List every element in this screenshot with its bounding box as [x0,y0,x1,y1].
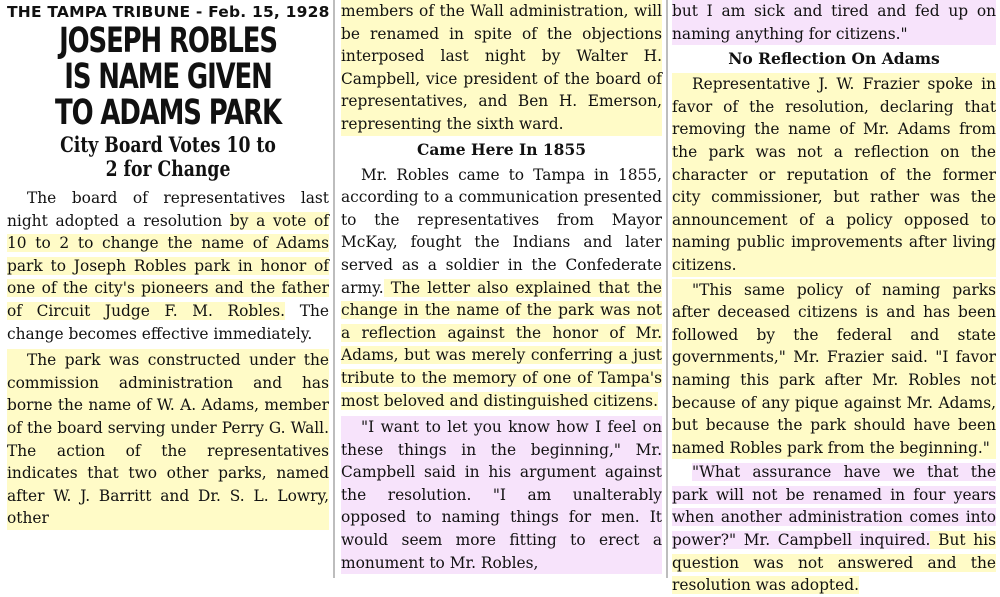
highlighted-paragraph: but I am sick and tired and fed up on naming anything for citizens." [672,0,996,45]
headline [7,23,329,131]
deck-line: City Board Votes 10 to [60,132,276,157]
highlighted-paragraph: "I want to let you know how I feel on these things in the beginning," Mr. Campbell said in his argument against the resolution. "I am unalterably opposed to naming things for men. It would seem more fitting to erect a monument to Mr. Robles, [341,416,662,574]
headline-line: TO ADAMS PARK [55,93,281,133]
headline-line: JOSEPH ROBLES [59,21,277,61]
text-run: Mr. Robles came to Tampa in 1855, according to a communication presented to the representatives from Mayor McKay, fought the Indians and later served as a soldier in the Confederate army. [341,165,662,297]
column-1 [0,0,333,578]
column-2 [335,0,666,578]
highlighted-text: by a vote of 10 to 2 to change the name of Adams park to Joseph Robles park in honor of one of the city's pioneers and the father of Circuit Judge F. M. Robles. [7,211,329,320]
highlighted-text: The letter also explained that the change in the name of the park was not a reflection against the honor of Mr. Adams, but was merely conferring a just tribute to the memory of one of Tampa's most beloved and distinguished citizens. [341,278,662,410]
paragraph [341,164,662,413]
paragraph [7,187,329,345]
highlighted-paragraph: members of the Wall administration, will be renamed in spite of the objections interposed last night by Walter H. Campbell, vice president of the board of representatives, and Ben H. Emerson, representing the sixth ward. [341,0,662,136]
text-run: The board of representatives last night adopted a resolution [7,189,329,230]
highlighted-text: But his question was not answered and the resolution was adopted. [672,531,996,595]
deck-line: 2 for Change [105,156,231,181]
highlighted-paragraph: Representative J. W. Frazier spoke in favor of the resolution, declaring that removing the name of Mr. Adams from the park was not a reflection on the character or reputation of the former city commissioner, but rather was the announcement of a policy opposed to naming public improvements after living citizens. [672,73,996,276]
dateline: THE TAMPA TRIBUNE - Feb. 15, 1928 [7,3,330,21]
column-3 [668,0,1000,595]
subhead: No Reflection On Adams [728,49,940,69]
subheadline-deck [36,133,300,181]
highlighted-paragraph: "This same policy of naming parks after deceased citizens is and has been followed by the federal and state governments," Mr. Frazier said. "I favor naming this park after Mr. Robles not because of any pique against Mr. Adams, but because the park should have been named Robles park from the beginning." [672,279,996,460]
headline-line: IS NAME GIVEN [64,57,272,97]
highlighted-paragraph: The park was constructed under the commission administration and has borne the name of W. A. Adams, member of the board serving under Perry G. Wall. The action of the representatives indicates that two other parks, named after W. J. Barritt and Dr. S. L. Lowry, other [7,349,329,530]
text-run: The change becomes effective immediately. [7,301,329,343]
highlighted-text: "What assurance have we that the park will not be renamed in four years when another administration comes into power?" Mr. Campbell inquired. [672,463,996,550]
subhead: Came Here In 1855 [416,139,587,159]
paragraph [672,461,996,597]
